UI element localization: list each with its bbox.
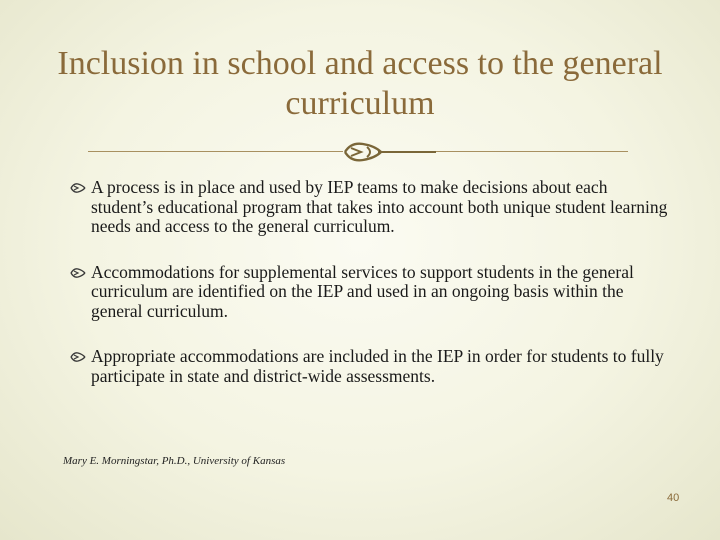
bullet-text: A process is in place and used by IEP teams to make decisions about each student’s educational program that takes into account both unique student learning needs and access to the general curriculum.: [91, 177, 668, 236]
title-divider-left: [88, 151, 343, 152]
slide-title: Inclusion in school and access to the general curriculum: [57, 45, 663, 122]
bullet-item: [70, 347, 670, 386]
decorative-scroll-icon: [341, 138, 385, 166]
bullet-list: [70, 178, 670, 386]
scroll-bullet-icon: [70, 351, 86, 363]
scroll-bullet-icon: [70, 182, 86, 194]
title-divider-accent: [378, 151, 436, 153]
bullet-text: Appropriate accommodations are included in the IEP in order for students to fully participate in state and district-wide assessments.: [91, 346, 664, 386]
scroll-bullet-icon: [70, 267, 86, 279]
bullet-text: Accommodations for supplemental services to support students in the general curriculum are identified on the IEP and used in an ongoing basis within the general curriculum.: [91, 261, 634, 321]
page-number: 40: [667, 492, 680, 504]
bullet-item: [70, 263, 670, 322]
bullet-item: [70, 178, 670, 237]
author-citation: Mary E. Morningstar, Ph.D., University of Kansas: [63, 455, 286, 467]
